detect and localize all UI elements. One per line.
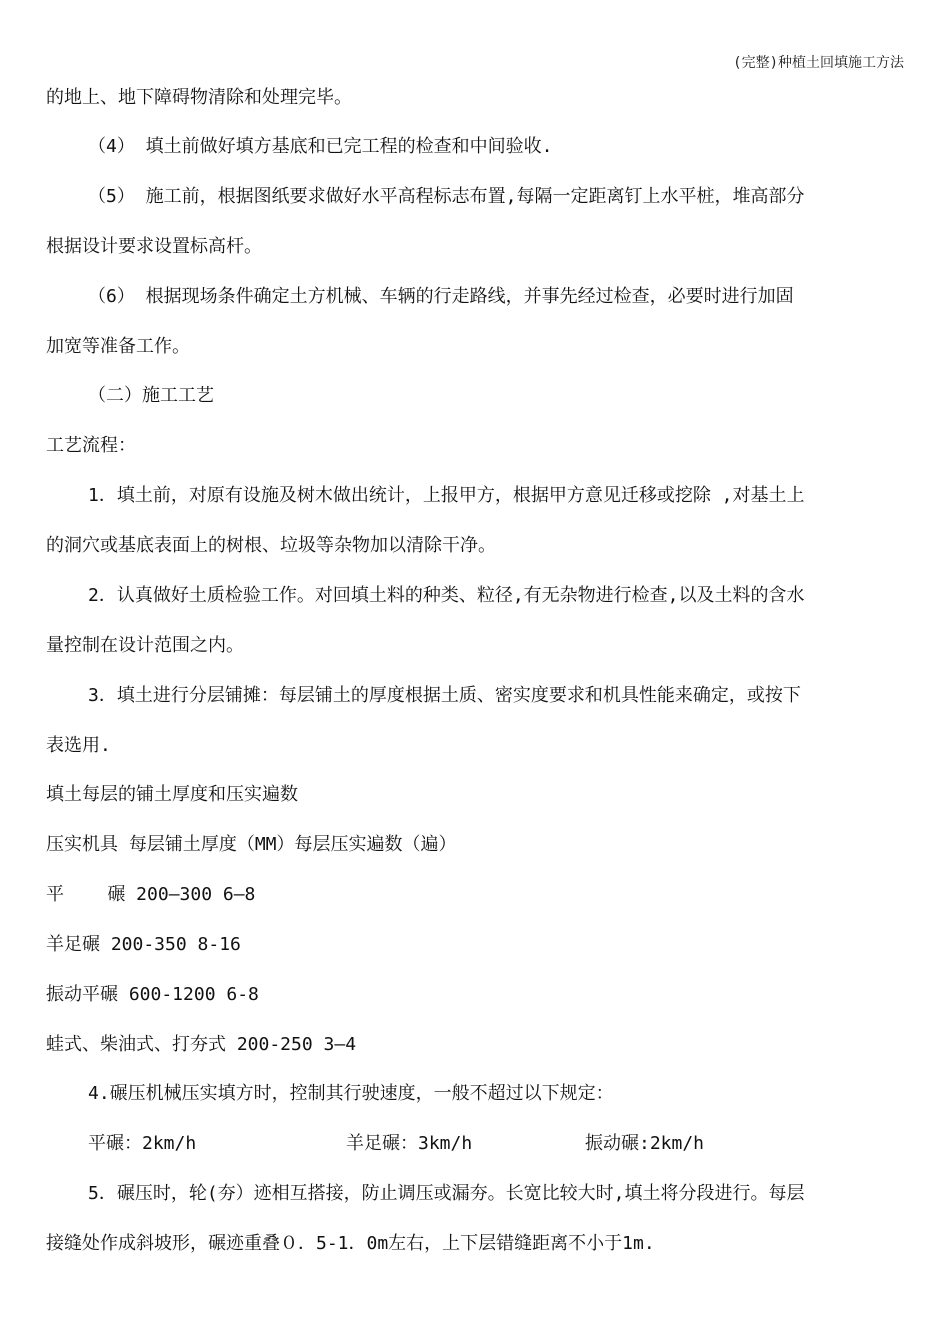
- table-row: 蛙式、柴油式、打夯式 200-250 3—4: [46, 1034, 357, 1055]
- table-row: 平 碾 200—300 6—8: [46, 884, 256, 905]
- paragraph-line: 3．填土进行分层铺摊：每层铺土的厚度根据土质、密实度要求和机具性能来确定，或按下: [88, 685, 801, 706]
- paragraph-line: 的洞穴或基底表面上的树根、垃圾等杂物加以清除干净。: [46, 535, 496, 556]
- table-header: 压实机具 每层铺土厚度（MM）每层压实遍数（遍）: [46, 834, 457, 855]
- paragraph-line: （6） 根据现场条件确定土方机械、车辆的行走路线，并事先经过检查，必要时进行加固: [88, 286, 794, 307]
- paragraph-line: 量控制在设计范围之内。: [46, 635, 244, 656]
- table-row: 振动平碾 600-1200 6-8: [46, 984, 259, 1005]
- table-title: 填土每层的铺土厚度和压实遍数: [46, 784, 298, 805]
- paragraph-line: 表选用.: [46, 735, 111, 756]
- table-row: 羊足碾 200-350 8-16: [46, 934, 241, 955]
- paragraph-line: 2．认真做好土质检验工作。对回填土料的种类、粒径,有无杂物进行检查,以及土料的含水: [88, 585, 805, 606]
- speed-limits-row: [88, 1132, 904, 1156]
- paragraph-line: 接缝处作成斜坡形，碾迹重叠０．5-1．0m左右，上下层错缝距离不小于1m.: [46, 1233, 655, 1254]
- section-heading: （二）施工工艺: [88, 385, 214, 406]
- speed-vibratory: 振动碾:2km/h: [585, 1133, 705, 1154]
- speed-flat-roller: 平碾：2km/h: [88, 1133, 197, 1154]
- paragraph-line: 的地上、地下障碍物清除和处理完毕。: [46, 87, 352, 108]
- speed-sheepsfoot: 羊足碾：3km/h: [346, 1133, 473, 1154]
- paragraph-line: 1．填土前，对原有设施及树木做出统计，上报甲方，根据甲方意见迁移或挖除 ,对基土上: [88, 485, 805, 506]
- paragraph-line: 5．碾压时，轮(夯）迹相互搭接，防止调压或漏夯。长宽比较大时,填土将分段进行。每层: [88, 1183, 805, 1204]
- paragraph-line: 加宽等准备工作。: [46, 336, 190, 357]
- subheading: 工艺流程：: [46, 435, 136, 456]
- paragraph-line: 根据设计要求设置标高杆。: [46, 236, 262, 257]
- document-header: (完整)种植土回填施工方法: [733, 55, 904, 71]
- paragraph-line: （4） 填土前做好填方基底和已完工程的检查和中间验收.: [88, 136, 553, 157]
- paragraph-line: （5） 施工前，根据图纸要求做好水平高程标志布置,每隔一定距离钉上水平桩，堆高部分: [88, 186, 805, 207]
- paragraph-line: 4.碾压机械压实填方时，控制其行驶速度，一般不超过以下规定：: [88, 1083, 614, 1104]
